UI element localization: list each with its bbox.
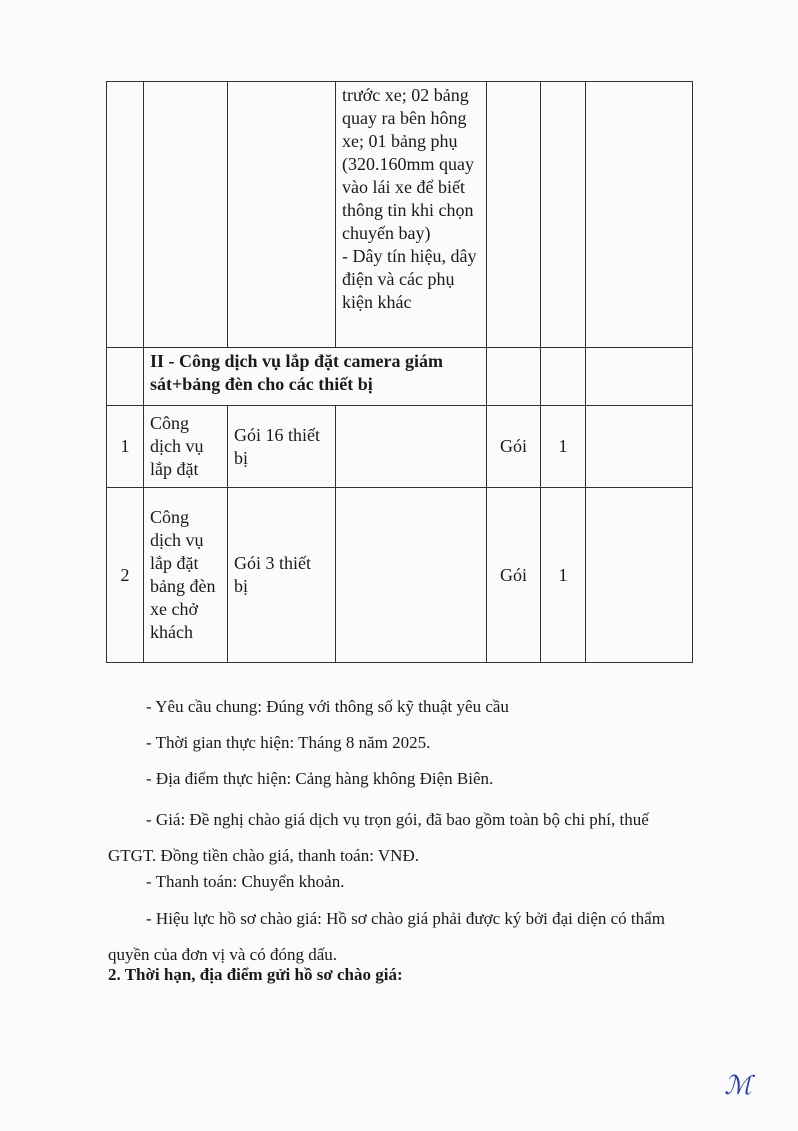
cell-desc: Gói 3 thiết bị xyxy=(228,488,336,663)
table-row xyxy=(107,488,693,663)
spec-line: - Dây tín hiệu, dây điện và các phụ kiện khác xyxy=(342,246,477,312)
cell-qty: 1 xyxy=(541,406,586,488)
signature-mark: ℳ xyxy=(724,1071,752,1100)
section-heading-2: 2. Thời hạn, địa điểm gửi hồ sơ chào giá: xyxy=(108,965,403,984)
paragraph-time: - Thời gian thực hiện: Tháng 8 năm 2025. xyxy=(146,733,431,752)
section-row xyxy=(107,348,693,406)
cell-name: Công dịch vụ lắp đặt xyxy=(144,406,228,488)
cell-qty: 1 xyxy=(541,488,586,663)
cell-stt xyxy=(107,82,144,348)
cell-unit xyxy=(487,82,541,348)
cell-unit: Gói xyxy=(487,488,541,663)
table-row-continued xyxy=(107,82,693,348)
paragraph-payment: - Thanh toán: Chuyển khoản. xyxy=(146,872,345,891)
spec-line: trước xe; 02 bảng quay ra bên hông xe; 01 bảng phụ (320.160mm quay vào lái xe để biết thông tin khi chọn chuyến bay) xyxy=(342,85,474,243)
cell-desc xyxy=(228,82,336,348)
paragraph-general-requirement: - Yêu cầu chung: Đúng với thông số kỹ thuật yêu cầu xyxy=(146,697,509,716)
cell-name xyxy=(144,82,228,348)
equipment-table xyxy=(106,81,693,663)
cell-qty xyxy=(541,82,586,348)
cell-spec xyxy=(336,82,487,348)
cell-note xyxy=(586,82,693,348)
paragraph-price: - Giá: Đề nghị chào giá dịch vụ trọn gói, đã bao gồm toàn bộ chi phí, thuế GTGT. Đồng tiền chào giá, thanh toán: VNĐ. xyxy=(108,810,649,865)
cell-desc: Gói 16 thiết bị xyxy=(228,406,336,488)
cell-stt: 1 xyxy=(107,406,144,488)
cell-stt: 2 xyxy=(107,488,144,663)
cell-name: Công dịch vụ lắp đặt bảng đèn xe chở khách xyxy=(144,488,228,663)
section-title: II - Công dịch vụ lắp đặt camera giám sát+bảng đèn cho các thiết bị xyxy=(144,348,487,406)
cell-unit: Gói xyxy=(487,406,541,488)
paragraph-location: - Địa điểm thực hiện: Cảng hàng không Điện Biên. xyxy=(146,769,494,788)
paragraph-validity: - Hiệu lực hồ sơ chào giá: Hồ sơ chào giá phải được ký bởi đại diện có thẩm quyền của đơn vị và có đóng dấu. xyxy=(108,909,665,964)
table-row xyxy=(107,406,693,488)
